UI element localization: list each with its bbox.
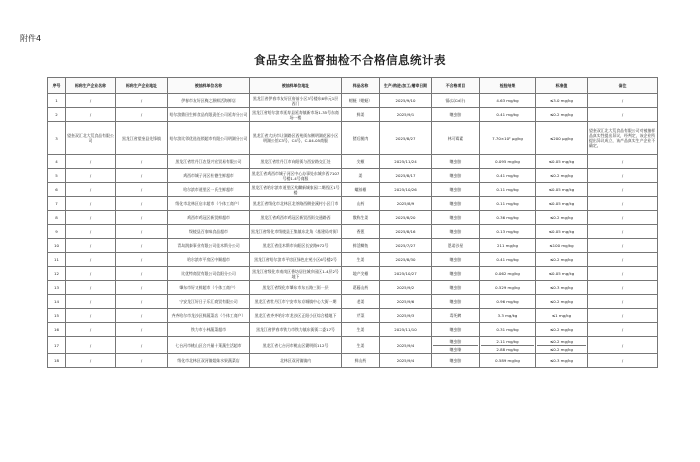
cell-unit-addr: 黑龙江省七台河市桃山区繁明街112号 [250, 337, 342, 354]
cell-result: 0.529 mg/kg [480, 281, 536, 295]
cell-unit-addr: 黑龙江省鸡西市鸡冠区新贸西街交通路西 [250, 211, 342, 225]
cell-unit: 鸡西市鸡冠区新贸鲜超市 [168, 211, 250, 225]
cell-sample: 散称生姜 [342, 211, 380, 225]
cell-mfr-addr: / [116, 323, 168, 337]
cell-no: 14 [48, 295, 66, 309]
table-row [48, 197, 658, 211]
cell-sample: 生姜 [342, 253, 380, 267]
cell-mfr: / [66, 155, 116, 169]
cell-no: 11 [48, 253, 66, 267]
cell-date: 2025/11/24 [380, 155, 432, 169]
cell-mfr-addr: / [116, 239, 168, 253]
cell-item: 林可霉素 [432, 122, 480, 155]
cell-std: ≤0.2 mg/kg [536, 295, 588, 309]
cell-sample: 芹菜 [342, 309, 380, 323]
cell-unit: 哈尔滨市平房区中顺超市 [168, 253, 250, 267]
cell-std [536, 337, 588, 354]
cell-result [480, 337, 536, 354]
cell-mfr-addr: / [116, 155, 168, 169]
cell-mfr: / [66, 354, 116, 368]
cell-unit: 七台河市桃山区合兴量十莱蔬生活超市 [168, 337, 250, 354]
cell-no: 10 [48, 239, 66, 253]
cell-mfr: 望奎双汇北大荒食品有限公司 [66, 122, 116, 155]
cell-note: / [588, 323, 658, 337]
cell-mfr-addr: / [116, 211, 168, 225]
cell-mfr: / [66, 197, 116, 211]
cell-note: / [588, 169, 658, 183]
cell-date: 2025/9/6 [380, 295, 432, 309]
cell-note: / [588, 354, 658, 368]
cell-note: / [588, 108, 658, 122]
cell-item: 噻虫胺 [432, 197, 480, 211]
table-row [48, 323, 658, 337]
column-header: 检验结果 [480, 78, 536, 94]
cell-result: 7.70×10² μg/kg [480, 122, 536, 155]
cell-note: / [588, 225, 658, 239]
cell-unit-addr: 黑龙江省哈尔滨市延寿县延寿镇新市场1-35号东商场一楼 [250, 108, 342, 122]
cell-no: 9 [48, 225, 66, 239]
cell-item: 噻虫胺 [432, 169, 480, 183]
cell-sample: 地产尖椒 [342, 267, 380, 281]
table-row [48, 253, 658, 267]
cell-unit: 宁安龙江好日子乐汇商贸有限公司 [168, 295, 250, 309]
cell-date: 2025/8/9 [380, 197, 432, 211]
cell-note: / [588, 211, 658, 225]
cell-unit: 绥棱县百家味食品超市 [168, 225, 250, 239]
cell-mfr: / [66, 309, 116, 323]
cell-unit-addr: 黑龙江省哈尔滨市道里区兆麟新城家园二期西区1号楼 [251, 184, 340, 195]
cell-sample: 姜 [342, 169, 380, 183]
cell-sample: 蚶蛏（蚶蛏） [342, 94, 380, 108]
cell-unit-addr: 黑龙江省绥化市南岗区香坊居住城乡园区1-4层2号地下 [250, 267, 342, 281]
cell-note: / [588, 267, 658, 281]
cell-result: 0.589 mg/kg [480, 354, 536, 368]
cell-mfr-addr: / [116, 281, 168, 295]
table-row [48, 94, 658, 108]
cell-item: 噻虫胺 [432, 108, 480, 122]
cell-std: ≤0.2 mg/kg [536, 169, 588, 183]
cell-note: / [588, 197, 658, 211]
cell-std: ≤3.0 mg/kg [536, 94, 588, 108]
cell-std: ≤0.05 mg/kg [536, 183, 588, 197]
cell-mfr: / [66, 183, 116, 197]
cell-unit-addr: 黑龙江省绥化市绥棱县王集镇东北角（基建局对街） [250, 225, 342, 239]
cell-no: 18 [48, 354, 66, 368]
cell-unit: 黑龙江省牡丹江农垦兴宏贸易有限公司 [168, 155, 250, 169]
cell-result: 0.41 mg/kg [480, 253, 536, 267]
cell-mfr-addr: / [116, 253, 168, 267]
table-row [48, 239, 658, 253]
cell-sample: 螺丝椒 [342, 183, 380, 197]
cell-no: 13 [48, 281, 66, 295]
cell-item: 噻虫胺 [432, 354, 480, 368]
cell-no: 3 [48, 122, 66, 155]
cell-sample: 尖椒 [342, 155, 380, 169]
cell-date: 2025/8/20 [380, 211, 432, 225]
cell-mfr-addr: / [116, 309, 168, 323]
cell-std: ≤0.2 mg/kg [536, 323, 588, 337]
table-row [48, 225, 658, 239]
cell-date: 2025/9/2 [380, 281, 432, 295]
cell-note: / [588, 183, 658, 197]
cell-sample: 猪后腿肉 [342, 122, 380, 155]
cell-item: 噻虫胺 [432, 155, 480, 169]
cell-no: 8 [48, 211, 66, 225]
cell-value: 2.88 mg/kg [481, 345, 534, 353]
column-header: 标准值 [536, 78, 588, 94]
cell-result: 0.36 mg/kg [480, 211, 536, 225]
noncompliance-table [47, 77, 658, 368]
cell-date: 2025/8/30 [380, 253, 432, 267]
cell-item: 噻虫胺 [432, 281, 480, 295]
cell-unit-addr: 黑龙江省牡丹江市宁安市东京城镇中心大街一期 [250, 295, 342, 309]
cell-unit-addr: 黑龙江省绥化市北林区北茶路西侧金溪村小区门市 [250, 197, 342, 211]
cell-sample: 香葱 [342, 225, 380, 239]
column-header: 生产/购进/加工/屠宰日期 [380, 78, 432, 94]
cell-unit-addr: 黑龙江省大庆市让湖路区西苑街东侧明湖花园小区明湖公馆C3号、C4号、C-04-05商服 [250, 122, 342, 155]
cell-value: ≤0.2 mg/kg [550, 338, 573, 344]
cell-date: 2025/8/17 [380, 169, 432, 183]
cell-sample: 山药 [342, 197, 380, 211]
cell-no: 5 [48, 169, 66, 183]
cell-mfr: / [66, 225, 116, 239]
cell-value: 噻虫嗪 [433, 345, 478, 353]
cell-unit: 绥化市北林区启丰超市（个体工商户） [168, 197, 250, 211]
cell-note: / [588, 309, 658, 323]
cell-unit-addr: 黑龙江省鸡西市城子河区中心办事处东城乡西7107号楼1-4号商服 [250, 169, 342, 183]
cell-item: 毒死蜱 [432, 309, 480, 323]
cell-mfr-addr: / [116, 354, 168, 368]
cell-std: ≤0.05 mg/kg [536, 155, 588, 169]
cell-result: 0.31 mg/kg [480, 323, 536, 337]
table-row [48, 122, 658, 155]
cell-no: 1 [48, 94, 66, 108]
cell-std: ≤0.05 mg/kg [536, 197, 588, 211]
cell-item: 恩诺沙星 [432, 239, 480, 253]
cell-unit-addr: 黑龙江省伊春市铁力市铁力镇东街街二委17号 [250, 323, 342, 337]
cell-mfr: / [66, 253, 116, 267]
cell-mfr: / [66, 211, 116, 225]
attachment-label: 附件4 [20, 34, 42, 43]
cell-mfr: / [66, 295, 116, 309]
table-row [48, 211, 658, 225]
cell-date: 2025/10/27 [380, 267, 432, 281]
document-title: 食品安全监督抽检不合格信息统计表 [254, 53, 446, 67]
cell-std: ≤0.2 mg/kg [536, 108, 588, 122]
cell-date: 2025/9/4 [380, 337, 432, 354]
cell-unit-addr: 黑龙江省哈尔滨市平房区绿色庄苑小区6号楼2号 [250, 253, 342, 267]
cell-unit-addr: 黑龙江省佳木斯市向阳区长安路972号 [250, 239, 342, 253]
cell-date: 2025/8/27 [380, 122, 432, 155]
cell-result: 0.11 mg/kg [480, 183, 536, 197]
table-row [48, 281, 658, 295]
cell-note: / [588, 253, 658, 267]
cell-mfr-addr: / [116, 94, 168, 108]
cell-value: ≤0.2 mg/kg [537, 345, 586, 353]
cell-no: 17 [48, 337, 66, 354]
cell-unit: 青岛润泰事业有限公司佳木斯分公司 [168, 239, 250, 253]
column-header: 样品名称 [342, 78, 380, 94]
cell-result: 211 mg/kg [480, 239, 536, 253]
table-row [48, 354, 658, 368]
cell-unit: 哈尔滨市道里区一氏生鲜超市 [168, 183, 250, 197]
table-row [48, 169, 658, 183]
column-header: 被抽样单位名称 [168, 78, 250, 94]
column-header: 备注 [588, 78, 658, 94]
cell-result: 0.41 mg/kg [480, 108, 536, 122]
cell-unit: 铁力市小林蔬菜超市 [168, 323, 250, 337]
cell-date: 2025/8/16 [380, 225, 432, 239]
cell-note: / [588, 239, 658, 253]
cell-mfr: / [66, 169, 116, 183]
table-row [48, 183, 658, 197]
cell-mfr-addr: / [116, 267, 168, 281]
cell-result: 0.96 mg/kg [480, 295, 536, 309]
cell-value: 噻虫胺 [449, 338, 462, 344]
cell-std: ≤0.3 mg/kg [536, 354, 588, 368]
cell-std: ≤0.2 mg/kg [536, 211, 588, 225]
cell-item: 噻虫胺 [432, 225, 480, 239]
cell-no: 7 [48, 197, 66, 211]
cell-value: 2.11 mg/kg [496, 338, 519, 344]
cell-date: 2025/7/27 [380, 239, 432, 253]
table-row [48, 337, 658, 354]
cell-mfr-addr: / [116, 337, 168, 354]
column-header: 序号 [48, 78, 66, 94]
cell-unit-addr: 黑龙江省绥化市肇东市东五路三街一层 [250, 281, 342, 295]
cell-unit: 绥化市北林区双河镇姐妹水果蔬菜店 [168, 354, 250, 368]
cell-sample: 鲜山药 [342, 354, 380, 368]
cell-item: 噻虫胺 [432, 253, 480, 267]
cell-note: / [588, 155, 658, 169]
cell-std: ≤0.2 mg/kg [536, 253, 588, 267]
table-row [48, 108, 658, 122]
cell-unit: 齐齐哈尔市龙沙区鲜蔬菜店（个体工商户） [168, 309, 250, 323]
cell-mfr-addr: / [116, 108, 168, 122]
cell-unit: 伊春市友好区梅之源鲜活海鲜店 [168, 94, 250, 108]
cell-unit: 比优特商贸有限公司信阳分公司 [168, 267, 250, 281]
column-header: 标称生产企业地址 [116, 78, 168, 94]
cell-sample: 生姜 [342, 323, 380, 337]
cell-std: ≤100 mg/kg [536, 239, 588, 253]
cell-no: 2 [48, 108, 66, 122]
cell-no: 12 [48, 267, 66, 281]
cell-unit-addr: 黑龙江省牡丹江市向阳街与西安路交汇处 [250, 155, 342, 169]
cell-mfr-addr: / [116, 225, 168, 239]
cell-no: 4 [48, 155, 66, 169]
cell-mfr-addr: / [116, 183, 168, 197]
cell-date: 2025/9/4 [380, 354, 432, 368]
cell-date: 2025/9/3 [380, 309, 432, 323]
cell-mfr: / [66, 337, 116, 354]
cell-note: 望奎双汇北大荒食品有限公司对被抽样品真实性提出异议，经判定，该企业所提出异议成立，该产品真实生产企业不确定。 [588, 122, 658, 155]
table-row [48, 267, 658, 281]
cell-unit: 哈尔滨鼎田生鲜食品有限责任公司延寿分公司 [168, 108, 250, 122]
cell-item: 噻虫胺 [432, 211, 480, 225]
cell-unit-addr: 黑龙江省伊春市友好区府前小区3号楼东6单元1层西门 [250, 94, 342, 108]
cell-std: ≤200 μg/kg [536, 122, 588, 155]
cell-no: 6 [48, 183, 66, 197]
cell-date: 2025/11/10 [380, 323, 432, 337]
cell-sample: 葛藤山药 [342, 281, 380, 295]
cell-item: 噻虫胺 [432, 183, 480, 197]
cell-note: / [588, 295, 658, 309]
cell-note: / [588, 94, 658, 108]
cell-item: 噻虫胺 [432, 267, 480, 281]
cell-mfr: / [66, 267, 116, 281]
cell-mfr: / [66, 281, 116, 295]
cell-unit: 哈尔滨比邻优选连锁超市有限公司明湖分公司 [168, 122, 250, 155]
column-header: 不合格项目 [432, 78, 480, 94]
cell-result: 0.062 mg/kg [480, 267, 536, 281]
cell-result: 0.11 mg/kg [480, 197, 536, 211]
cell-result: 0.095 mg/kg [480, 155, 536, 169]
cell-note: / [588, 337, 658, 354]
cell-sample: 鲜活鲫鱼 [342, 239, 380, 253]
cell-item: 噻虫胺 [432, 323, 480, 337]
cell-sample: 老姜 [342, 295, 380, 309]
cell-date: 2025/9/10 [380, 94, 432, 108]
column-header: 被抽样单位地址 [250, 78, 342, 94]
cell-mfr: / [66, 323, 116, 337]
cell-unit: 肇东市好又鲜超市（个体工商户） [168, 281, 250, 295]
cell-no: 15 [48, 309, 66, 323]
cell-std: ≤0.05 mg/kg [536, 267, 588, 281]
cell-std: ≤0.05 mg/kg [536, 225, 588, 239]
table-row [48, 309, 658, 323]
cell-sample: 鲜姜 [342, 108, 380, 122]
cell-result: 4.63 mg/kg [480, 94, 536, 108]
cell-mfr-addr: 黑龙江省望奎县先锋镇 [116, 122, 168, 155]
cell-result: 3.3 mg/kg [480, 309, 536, 323]
cell-unit: 鸡西市城子河区杜德生鲜超市 [168, 169, 250, 183]
table-header-row [48, 78, 658, 94]
table-row [48, 295, 658, 309]
cell-item: 镉(以Cd计) [432, 94, 480, 108]
column-header: 标称生产企业名称 [66, 78, 116, 94]
cell-date: 2025/9/1 [380, 108, 432, 122]
cell-result: 0.13 mg/kg [480, 225, 536, 239]
cell-mfr-addr: / [116, 197, 168, 211]
cell-item: 噻虫胺 [432, 295, 480, 309]
cell-sample: 生姜 [342, 337, 380, 354]
cell-mfr: / [66, 108, 116, 122]
cell-note: / [588, 281, 658, 295]
cell-mfr: / [66, 94, 116, 108]
cell-date: 2025/10/26 [380, 183, 432, 197]
cell-mfr-addr: / [116, 169, 168, 183]
cell-mfr-addr: / [116, 295, 168, 309]
table-row [48, 155, 658, 169]
cell-std: ≤0.3 mg/kg [536, 281, 588, 295]
cell-item [432, 337, 480, 354]
cell-unit-addr: 黑龙江省齐齐哈尔市龙沙区正阳小区综合楼地下 [250, 309, 342, 323]
cell-mfr: / [66, 239, 116, 253]
cell-unit-addr: 北林区双河镇镇内 [250, 354, 342, 368]
cell-result: 0.41 mg/kg [480, 169, 536, 183]
cell-std: ≤1 mg/kg [536, 309, 588, 323]
cell-no: 16 [48, 323, 66, 337]
